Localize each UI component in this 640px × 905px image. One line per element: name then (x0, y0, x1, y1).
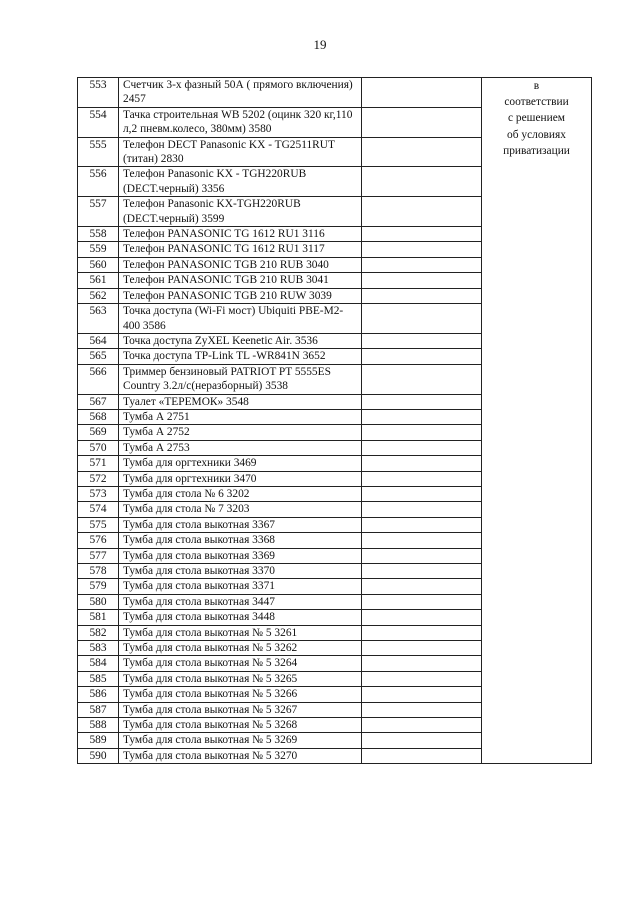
item-name-cell: Точка доступа ZyXEL Keenetic Air. 3536 (119, 333, 362, 348)
item-name-cell: Телефон PANASONIC TGB 210 RUB 3040 (119, 257, 362, 272)
row-number-cell: 582 (78, 625, 119, 640)
basis-note-cell (482, 78, 592, 764)
row-number-cell: 585 (78, 671, 119, 686)
inventory-table-body (78, 78, 592, 764)
item-name-cell: Телефон PANASONIC TGB 210 RUB 3041 (119, 273, 362, 288)
empty-cell (362, 349, 482, 364)
empty-cell (362, 288, 482, 303)
item-name-cell: Тумба для стола выкотная № 5 3267 (119, 702, 362, 717)
row-number-cell: 581 (78, 610, 119, 625)
item-name-cell: Тумба для стола выкотная № 5 3270 (119, 748, 362, 763)
row-number-cell: 561 (78, 273, 119, 288)
basis-note-line: в (533, 80, 540, 92)
basis-note-line: приватизации (503, 144, 570, 157)
item-name-cell: Телефон PANASONIC TG 1612 RU1 3117 (119, 242, 362, 257)
row-number-cell: 589 (78, 733, 119, 748)
item-name-cell: Туалет «ТЕРЕМОК» 3548 (119, 394, 362, 409)
item-name-cell: Тумба для стола выкотная 3367 (119, 517, 362, 532)
empty-cell (362, 107, 482, 137)
item-name-cell: Тумба для стола выкотная 3448 (119, 610, 362, 625)
item-name-cell: Тумба для стола выкотная 3368 (119, 533, 362, 548)
empty-cell (362, 471, 482, 486)
item-name-cell: Тумба для стола выкотная № 5 3261 (119, 625, 362, 640)
row-number-cell: 567 (78, 394, 119, 409)
row-number-cell: 564 (78, 333, 119, 348)
row-number-cell: 575 (78, 517, 119, 532)
item-name-cell: Телефон Panasonic KX-TGH220RUB (DECT.черный) 3599 (119, 197, 362, 227)
empty-cell (362, 641, 482, 656)
empty-cell (362, 137, 482, 167)
empty-cell (362, 425, 482, 440)
empty-cell (362, 656, 482, 671)
empty-cell (362, 533, 482, 548)
empty-cell (362, 502, 482, 517)
row-number-cell: 574 (78, 502, 119, 517)
row-number-cell: 579 (78, 579, 119, 594)
item-name-cell: Тачка строительная WB 5202 (оцинк 320 кг,110 л,2 пневм.колесо, 380мм) 3580 (119, 107, 362, 137)
item-name-cell: Тумба для стола выкотная 3370 (119, 564, 362, 579)
empty-cell (362, 579, 482, 594)
row-number-cell: 557 (78, 197, 119, 227)
row-number-cell: 572 (78, 471, 119, 486)
row-number-cell: 553 (78, 78, 119, 108)
item-name-cell: Тумба для стола выкотная № 5 3262 (119, 641, 362, 656)
empty-cell (362, 364, 482, 394)
row-number-cell: 558 (78, 227, 119, 242)
row-number-cell: 569 (78, 425, 119, 440)
empty-cell (362, 610, 482, 625)
inventory-table (77, 77, 592, 764)
row-number-cell: 577 (78, 548, 119, 563)
empty-cell (362, 167, 482, 197)
row-number-cell: 560 (78, 257, 119, 272)
row-number-cell: 586 (78, 687, 119, 702)
row-number-cell: 578 (78, 564, 119, 579)
item-name-cell: Тумба для оргтехники 3469 (119, 456, 362, 471)
empty-cell (362, 733, 482, 748)
empty-cell (362, 594, 482, 609)
item-name-cell: Тумба для стола выкотная № 5 3265 (119, 671, 362, 686)
row-number-cell: 590 (78, 748, 119, 763)
basis-note-line: соответствии (504, 96, 569, 109)
item-name-cell: Телефон Panasonic KX - TGH220RUB (DECT.черный) 3356 (119, 167, 362, 197)
row-number-cell: 570 (78, 440, 119, 455)
empty-cell (362, 486, 482, 501)
empty-cell (362, 456, 482, 471)
row-number-cell: 554 (78, 107, 119, 137)
item-name-cell: Телефон PANASONIC TGB 210 RUW 3039 (119, 288, 362, 303)
row-number-cell: 571 (78, 456, 119, 471)
row-number-cell: 588 (78, 718, 119, 733)
item-name-cell: Тумба для стола № 6 3202 (119, 486, 362, 501)
row-number-cell: 568 (78, 409, 119, 424)
item-name-cell: Тумба для стола выкотная 3369 (119, 548, 362, 563)
empty-cell (362, 748, 482, 763)
empty-cell (362, 625, 482, 640)
empty-cell (362, 394, 482, 409)
row-number-cell: 573 (78, 486, 119, 501)
empty-cell (362, 548, 482, 563)
item-name-cell: Тумба для стола выкотная № 5 3269 (119, 733, 362, 748)
item-name-cell: Счетчик 3-х фазный 50А ( прямого включения) 2457 (119, 78, 362, 108)
item-name-cell: Триммер бензиновый PATRIOT PT 5555ES Country 3.2л/с(неразборный) 3538 (119, 364, 362, 394)
empty-cell (362, 517, 482, 532)
empty-cell (362, 273, 482, 288)
row-number-cell: 556 (78, 167, 119, 197)
item-name-cell: Тумба для стола выкотная № 5 3266 (119, 687, 362, 702)
empty-cell (362, 197, 482, 227)
item-name-cell: Тумба для стола выкотная № 5 3264 (119, 656, 362, 671)
row-number-cell: 566 (78, 364, 119, 394)
row-number-cell: 563 (78, 304, 119, 334)
item-name-cell: Тумба А 2752 (119, 425, 362, 440)
basis-note-line: с решением (508, 112, 565, 125)
empty-cell (362, 687, 482, 702)
item-name-cell: Тумба А 2751 (119, 409, 362, 424)
row-number-cell: 565 (78, 349, 119, 364)
empty-cell (362, 257, 482, 272)
row-number-cell: 583 (78, 641, 119, 656)
item-name-cell: Тумба А 2753 (119, 440, 362, 455)
empty-cell (362, 242, 482, 257)
row-number-cell: 580 (78, 594, 119, 609)
row-number-cell: 576 (78, 533, 119, 548)
row-number-cell: 559 (78, 242, 119, 257)
item-name-cell: Тумба для стола выкотная 3447 (119, 594, 362, 609)
basis-note-line: об условиях (507, 128, 566, 141)
row-number-cell: 587 (78, 702, 119, 717)
empty-cell (362, 304, 482, 334)
item-name-cell: Тумба для стола выкотная 3371 (119, 579, 362, 594)
empty-cell (362, 702, 482, 717)
item-name-cell: Телефон PANASONIC TG 1612 RU1 3116 (119, 227, 362, 242)
item-name-cell: Точка доступа (Wi-Fi мост) Ubiquiti PBE-M2-400 3586 (119, 304, 362, 334)
item-name-cell: Телефон DECT Panasonic KX - TG2511RUT (титан) 2830 (119, 137, 362, 167)
item-name-cell: Тумба для оргтехники 3470 (119, 471, 362, 486)
item-name-cell: Тумба для стола № 7 3203 (119, 502, 362, 517)
item-name-cell: Точка доступа TP-Link TL -WR841N 3652 (119, 349, 362, 364)
row-number-cell: 584 (78, 656, 119, 671)
empty-cell (362, 718, 482, 733)
item-name-cell: Тумба для стола выкотная № 5 3268 (119, 718, 362, 733)
row-number-cell: 562 (78, 288, 119, 303)
empty-cell (362, 227, 482, 242)
page-number: 19 (313, 37, 327, 52)
row-number-cell: 555 (78, 137, 119, 167)
table-row (78, 78, 592, 108)
empty-cell (362, 671, 482, 686)
empty-cell (362, 409, 482, 424)
empty-cell (362, 333, 482, 348)
empty-cell (362, 78, 482, 108)
empty-cell (362, 440, 482, 455)
empty-cell (362, 564, 482, 579)
